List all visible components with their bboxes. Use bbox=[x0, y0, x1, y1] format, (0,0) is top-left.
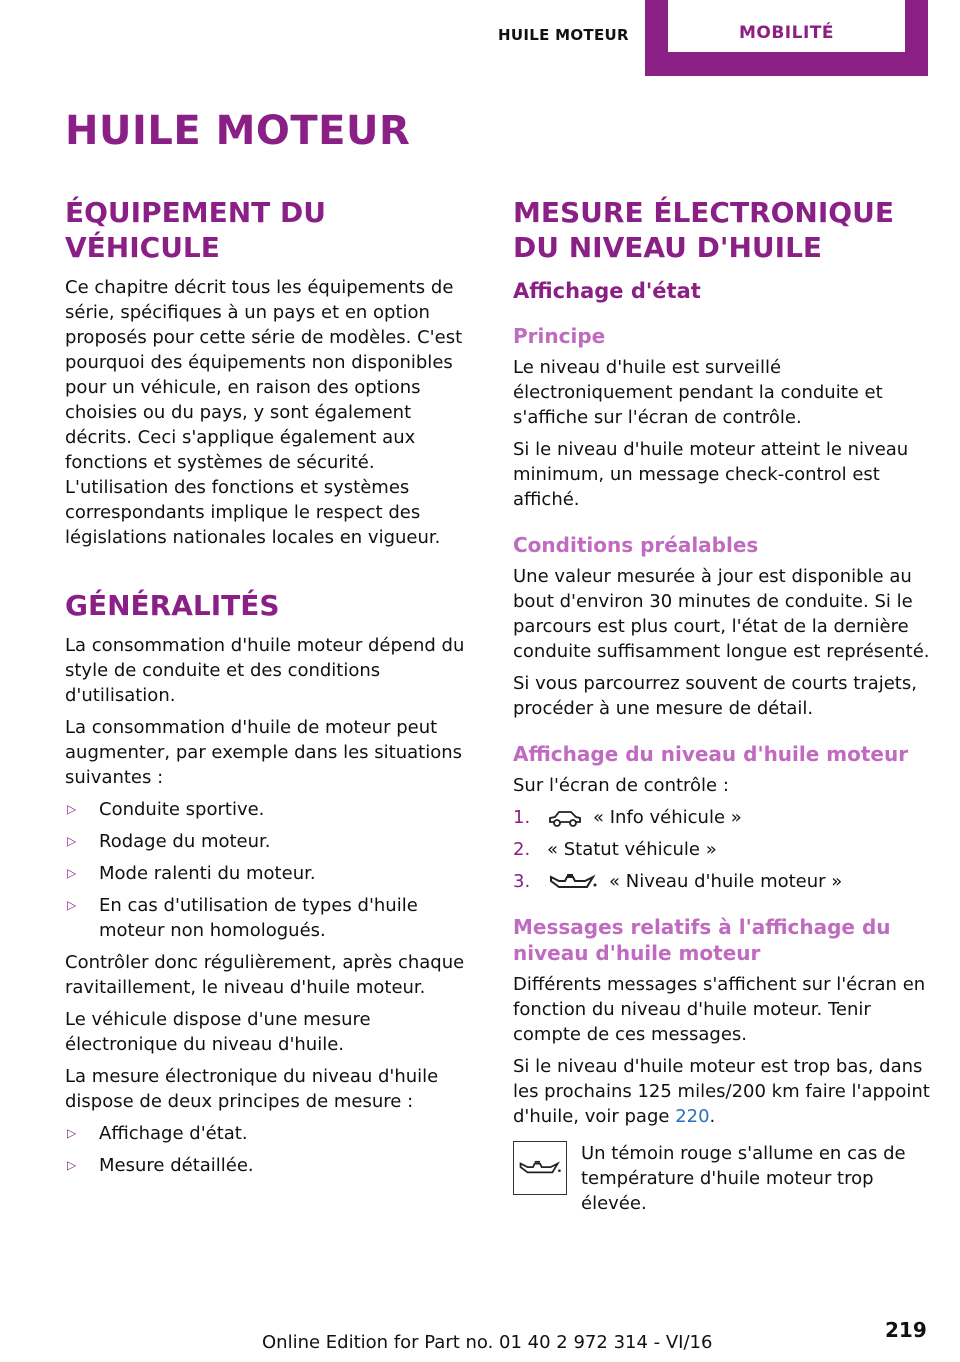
paragraph-display: Sur l'écran de contrôle : bbox=[513, 775, 729, 796]
paragraph-general-1: La consommation d'huile moteur dépend du style de conduite et des conditions d'utilisation. bbox=[65, 635, 465, 706]
list-situations bbox=[65, 797, 483, 943]
heading-general: GÉNÉRALITÉS bbox=[65, 589, 280, 622]
list-item: ▷ Conduite sportive. bbox=[67, 799, 265, 820]
header-section: HUILE MOTEUR bbox=[498, 26, 629, 44]
warning-note bbox=[513, 1141, 933, 1223]
list-item: 3. « Niveau d'huile moteur » bbox=[513, 871, 843, 892]
triangle-bullet-icon: ▷ bbox=[67, 834, 77, 848]
paragraph-general-2: La consommation d'huile de moteur peut augmenter, par exemple dans les situations suivantes : bbox=[65, 717, 462, 788]
oil-warning-icon bbox=[513, 1141, 567, 1195]
heading-equipment: ÉQUIPEMENT DU VÉHICULE bbox=[65, 196, 326, 264]
car-icon bbox=[547, 808, 583, 828]
triangle-bullet-icon: ▷ bbox=[67, 898, 77, 912]
warning-text: Un témoin rouge s'allume en cas de température d'huile moteur trop élevée. bbox=[581, 1143, 906, 1214]
heading-principle: Principe bbox=[513, 324, 606, 348]
list-item: 2. « Statut véhicule » bbox=[513, 839, 717, 860]
paragraph-conditions-2: Si vous parcourrez souvent de courts trajets, procéder à une mesure de détail. bbox=[513, 673, 917, 719]
header-tab-label: MOBILITÉ bbox=[668, 0, 905, 52]
triangle-bullet-icon: ▷ bbox=[67, 802, 77, 816]
paragraph-principle-2: Si le niveau d'huile moteur atteint le niveau minimum, un message check-control est affiché. bbox=[513, 439, 909, 510]
page-title: HUILE MOTEUR bbox=[65, 108, 411, 154]
right-column bbox=[513, 195, 933, 1223]
list-item: 1. « Info véhicule » bbox=[513, 807, 742, 828]
paragraph-equipment: Ce chapitre décrit tous les équipements de série, spécifiques à un pays et en option proposés pour cette série de modèles. C'est pourquoi des équipements non disponibles pour un véhicule, en raison des options choisies ou du pays, y sont également décrits. Ceci s'applique également aux fonctions et systèmes de sécurité. L'utilisation des fonctions et systèmes correspondants implique le respect des législations nationales locales en vigueur. bbox=[65, 277, 463, 548]
list-item: ▷ Mode ralenti du moteur. bbox=[67, 863, 316, 884]
heading-display: Affichage du niveau d'huile moteur bbox=[513, 742, 909, 766]
paragraph-messages-2: Si le niveau d'huile moteur est trop bas, dans les prochains 125 miles/200 km faire l'appoint d'huile, voir page 220. bbox=[513, 1056, 930, 1127]
steps-list bbox=[513, 805, 933, 894]
page-link[interactable]: 220 bbox=[675, 1106, 710, 1127]
list-item: ▷ Rodage du moteur. bbox=[67, 831, 271, 852]
heading-conditions: Conditions préalables bbox=[513, 533, 759, 557]
triangle-bullet-icon: ▷ bbox=[67, 866, 77, 880]
heading-measure: MESURE ÉLECTRONIQUE DU NIVEAU D'HUILE bbox=[513, 196, 894, 264]
paragraph-general-4: Le véhicule dispose d'une mesure électronique du niveau d'huile. bbox=[65, 1009, 371, 1055]
list-item: ▷ Mesure détaillée. bbox=[67, 1155, 254, 1176]
paragraph-principle-1: Le niveau d'huile est surveillé électroniquement pendant la conduite et s'affiche sur l'écran de contrôle. bbox=[513, 357, 883, 428]
paragraph-general-5: La mesure électronique du niveau d'huile dispose de deux principes de mesure : bbox=[65, 1066, 439, 1112]
left-column bbox=[65, 195, 483, 1185]
paragraph-messages-1: Différents messages s'affichent sur l'écran en fonction du niveau d'huile moteur. Tenir compte de ces messages. bbox=[513, 974, 926, 1045]
footer-edition: Online Edition for Part no. 01 40 2 972 314 - VI/16 bbox=[262, 1332, 713, 1353]
header-tab bbox=[645, 0, 928, 76]
list-item: ▷ En cas d'utilisation de types d'huile moteur non homologués. bbox=[67, 895, 418, 941]
triangle-bullet-icon: ▷ bbox=[67, 1158, 77, 1172]
paragraph-conditions-1: Une valeur mesurée à jour est disponible au bout d'environ 30 minutes de conduite. Si le parcours est plus court, l'état de la dernière conduite suffisamment longue est représenté. bbox=[513, 566, 930, 662]
list-item: ▷ Affichage d'état. bbox=[67, 1123, 248, 1144]
heading-messages: Messages relatifs à l'affichage du niveau d'huile moteur bbox=[513, 915, 891, 965]
list-principles bbox=[65, 1121, 483, 1178]
heading-status: Affichage d'état bbox=[513, 279, 701, 303]
triangle-bullet-icon: ▷ bbox=[67, 1126, 77, 1140]
oil-can-icon bbox=[547, 871, 599, 893]
paragraph-general-3: Contrôler donc régulièrement, après chaque ravitaillement, le niveau d'huile moteur. bbox=[65, 952, 465, 998]
page-number: 219 bbox=[885, 1318, 927, 1342]
